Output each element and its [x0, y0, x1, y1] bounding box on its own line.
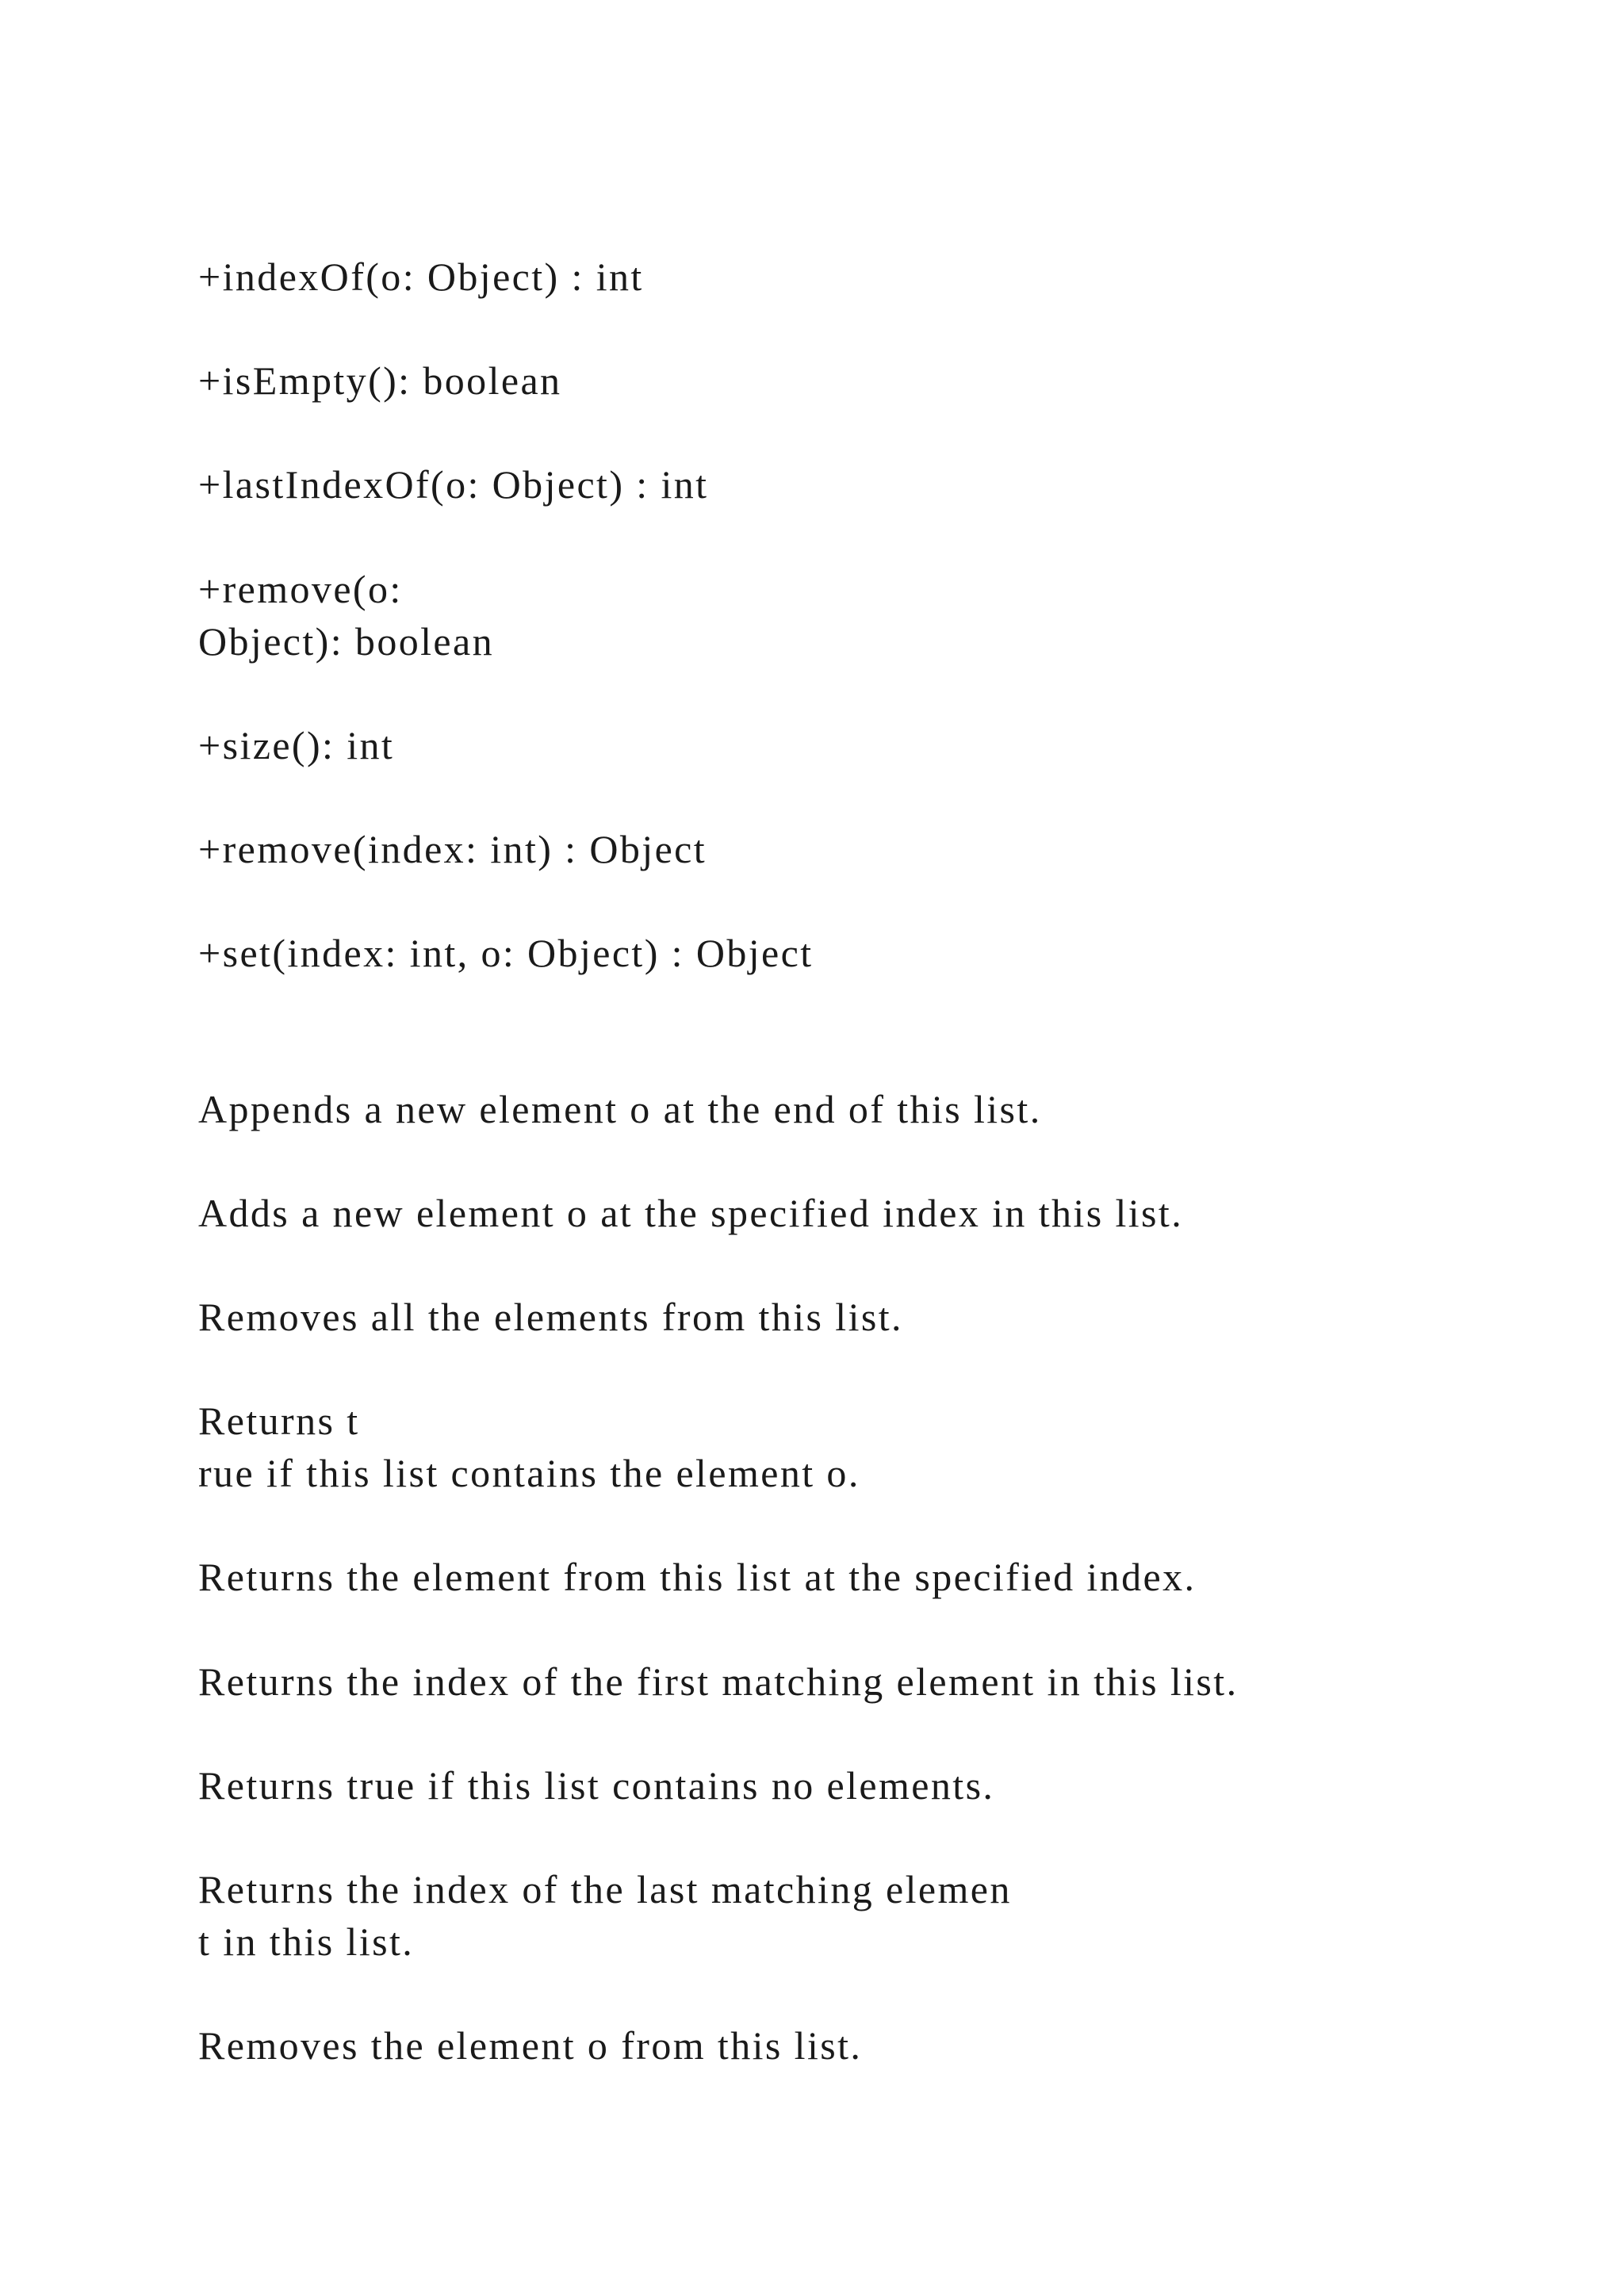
method-remove-object-line1: +remove(o: [198, 567, 403, 611]
method-indexof: +indexOf(o: Object) : int [198, 254, 644, 299]
description-add: Appends a new element o at the end of this list. [198, 1087, 1042, 1131]
method-size: +size(): int [198, 723, 395, 767]
description-add-index: Adds a new element o at the specified index in this list. [198, 1191, 1184, 1235]
method-remove-index: +remove(index: int) : Object [198, 827, 707, 871]
description-remove: Removes the element o from this list. [198, 2023, 863, 2068]
method-set: +set(index: int, o: Object) : Object [198, 931, 814, 975]
description-clear: Removes all the elements from this list. [198, 1295, 903, 1339]
method-lastindexof: +lastIndexOf(o: Object) : int [198, 462, 709, 507]
description-isempty: Returns true if this list contains no elements. [198, 1763, 995, 1808]
description-contains-line1: Returns t [198, 1399, 360, 1443]
description-contains-line2: rue if this list contains the element o. [198, 1451, 860, 1495]
description-lastindexof-line1: Returns the index of the last matching elemen [198, 1867, 1012, 1911]
description-indexof: Returns the index of the first matching element in this list. [198, 1659, 1239, 1704]
method-remove-object-line2: Object): boolean [198, 619, 494, 664]
description-lastindexof-line2: t in this list. [198, 1919, 415, 1964]
method-isempty: +isEmpty(): boolean [198, 358, 562, 403]
description-get: Returns the element from this list at the specified index. [198, 1555, 1197, 1599]
